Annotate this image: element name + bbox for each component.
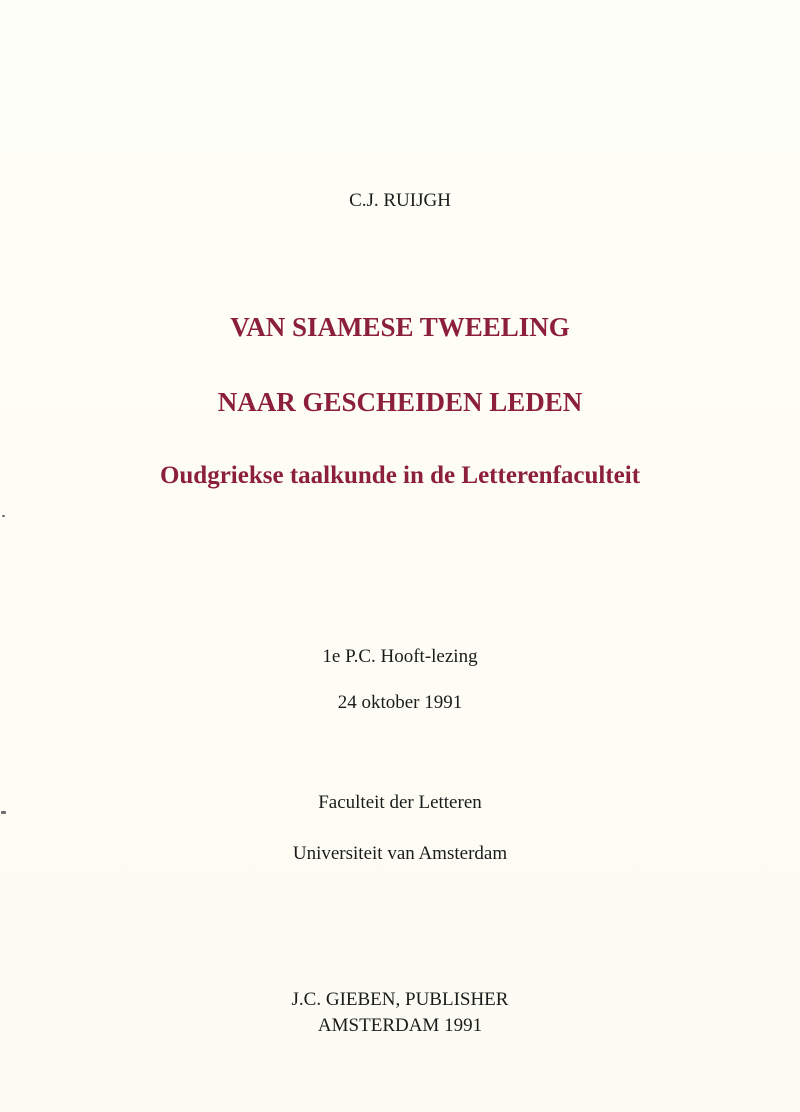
lecture-date: 24 oktober 1991 (337, 692, 463, 713)
subtitle: Oudgriekse taalkunde in de Letterenfaculteit (159, 462, 641, 489)
paper-speck (1, 811, 6, 814)
university-name: Universiteit van Amsterdam (292, 843, 508, 864)
author-name: C.J. RUIJGH (349, 190, 451, 211)
publisher-name: J.C. GIEBEN, PUBLISHER (291, 989, 509, 1010)
title-line-2: NAAR GESCHEIDEN LEDEN (217, 387, 583, 417)
title-line-1: VAN SIAMESE TWEELING (230, 312, 570, 342)
paper-speck (2, 515, 5, 517)
faculty-name: Faculteit der Letteren (318, 792, 482, 813)
lecture-name: 1e P.C. Hooft-lezing (322, 646, 478, 667)
publisher-place-year: AMSTERDAM 1991 (317, 1015, 483, 1036)
